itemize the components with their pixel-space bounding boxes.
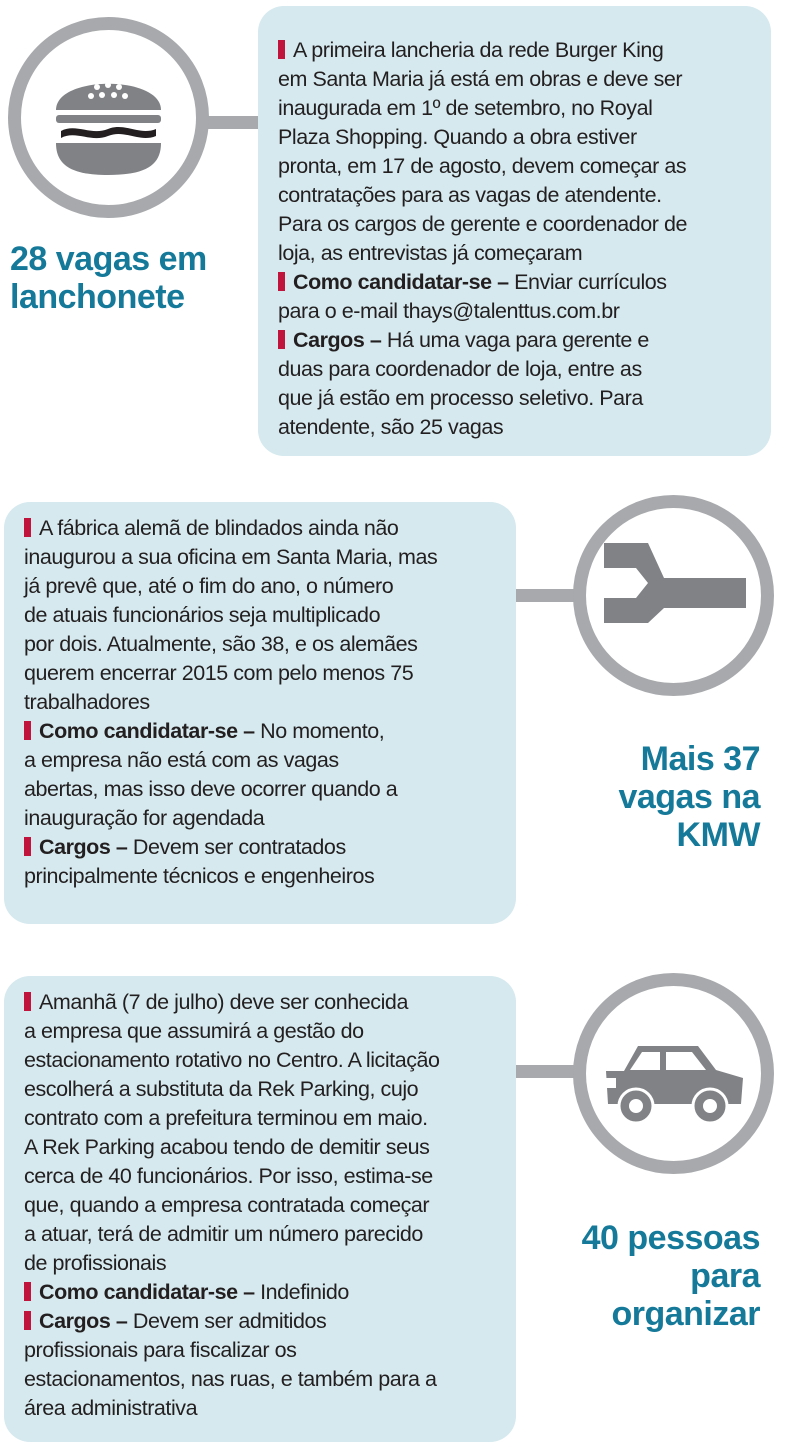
text-line: por dois. Atualmente, são 38, e os alemães <box>24 632 418 656</box>
wrench-badge <box>573 495 774 696</box>
text-line: contrato com a prefeitura terminou em maio. <box>24 1106 428 1130</box>
text-line: para o e-mail thays@talenttus.com.br <box>278 299 620 323</box>
text-line: A fábrica alemã de blindados ainda não <box>39 516 399 540</box>
text-line: contratações para as vagas de atendente. <box>278 183 662 207</box>
wrench-icon <box>586 508 761 683</box>
text-line: estacionamento rotativo no Centro. A licitação <box>24 1048 440 1072</box>
text-line: que já estão em processo seletivo. Para <box>278 386 643 410</box>
text-line: abertas, mas isso deve ocorrer quando a <box>24 777 398 801</box>
text-line: cerca de 40 funcionários. Por isso, estima-se <box>24 1164 433 1188</box>
text-line: No momento, <box>254 719 385 743</box>
text-line: de profissionais <box>24 1251 167 1275</box>
article-box-parking <box>4 976 516 1442</box>
text-line: área administrativa <box>24 1396 198 1420</box>
text-line: duas para coordenador de loja, entre as <box>278 357 642 381</box>
text-line: inauguração for agendada <box>24 806 265 830</box>
text-line: A primeira lancheria da rede Burger King <box>293 38 664 62</box>
text-line: querem encerrar 2015 com pelo menos 75 <box>24 661 414 685</box>
text-line: pronta, em 17 de agosto, devem começar as <box>278 154 687 178</box>
bullet-marker <box>24 721 31 740</box>
car-icon <box>586 986 761 1161</box>
headline-kmw <box>560 740 760 854</box>
how-label: Como candidatar-se – <box>39 1280 255 1304</box>
text-line: profissionais para fiscalizar os <box>24 1338 297 1362</box>
headline-burger <box>10 240 207 316</box>
headline-line: lanchonete <box>10 278 185 316</box>
paragraph-jobs <box>24 1307 502 1423</box>
paragraph-how <box>24 1278 502 1307</box>
text-line: trabalhadores <box>24 690 150 714</box>
text-line: estacionamentos, nas ruas, e também para a <box>24 1367 437 1391</box>
text-line: em Santa Maria já está em obras e deve ser <box>278 67 683 91</box>
headline-line: 28 vagas em <box>10 240 207 278</box>
how-label: Como candidatar-se – <box>39 719 255 743</box>
bullet-marker <box>24 518 31 537</box>
bullet-marker <box>24 1311 31 1330</box>
article-box-burger <box>258 6 771 456</box>
bullet-marker <box>24 992 31 1011</box>
text-line: Plaza Shopping. Quando a obra estiver <box>278 125 637 149</box>
burger-badge <box>8 17 209 218</box>
paragraph-intro <box>278 36 757 268</box>
bullet-marker <box>24 1282 31 1301</box>
text-line: Há uma vaga para gerente e <box>381 328 649 352</box>
text-line: inaugurou a sua oficina em Santa Maria, mas <box>24 545 438 569</box>
text-line: inaugurada em 1º de setembro, no Royal <box>278 96 653 120</box>
text-line: Devem ser admitidos <box>127 1309 327 1333</box>
headline-line: KMW <box>676 816 760 854</box>
text-line: A Rek Parking acabou tendo de demitir seus <box>24 1135 430 1159</box>
paragraph-how <box>24 717 502 833</box>
text-line: de atuais funcionários seja multiplicado <box>24 603 381 627</box>
text-line: Amanhã (7 de julho) deve ser conhecida <box>39 990 408 1014</box>
text-line: escolherá a substituta da Rek Parking, cujo <box>24 1077 419 1101</box>
paragraph-jobs <box>278 326 757 442</box>
text-line: a empresa que assumirá a gestão do <box>24 1019 364 1043</box>
paragraph-intro <box>24 988 502 1278</box>
text-line: que, quando a empresa contratada começar <box>24 1193 430 1217</box>
article-box-kmw <box>4 502 516 924</box>
bullet-marker <box>278 272 285 291</box>
bullet-marker <box>278 40 285 59</box>
text-line: Devem ser contratados <box>127 835 346 859</box>
headline-line: organizar <box>611 1295 760 1333</box>
jobs-label: Cargos – <box>293 328 382 352</box>
headline-line: Mais 37 <box>640 740 760 778</box>
text-line: atendente, são 25 vagas <box>278 415 504 439</box>
how-label: Como candidatar-se – <box>293 270 509 294</box>
text-line: loja, as entrevistas já começaram <box>278 241 583 265</box>
headline-line: vagas na <box>618 778 760 816</box>
car-badge <box>573 973 774 1174</box>
bullet-marker <box>24 837 31 856</box>
burger-icon <box>21 30 196 205</box>
bullet-marker <box>278 330 285 349</box>
text-line: já prevê que, até o fim do ano, o número <box>24 574 394 598</box>
text-line: Para os cargos de gerente e coordenador de <box>278 212 688 236</box>
text-line: Indefinido <box>254 1280 349 1304</box>
jobs-label: Cargos – <box>39 835 128 859</box>
headline-line: para <box>690 1257 760 1295</box>
headline-line: 40 pessoas <box>581 1219 760 1257</box>
paragraph-jobs <box>24 833 502 891</box>
headline-parking <box>540 1219 760 1333</box>
jobs-label: Cargos – <box>39 1309 128 1333</box>
text-line: a empresa não está com as vagas <box>24 748 339 772</box>
text-line: Enviar currículos <box>508 270 667 294</box>
paragraph-intro <box>24 514 502 717</box>
text-line: principalmente técnicos e engenheiros <box>24 864 375 888</box>
text-line: a atuar, terá de admitir um número parecido <box>24 1222 423 1246</box>
paragraph-how <box>278 268 757 326</box>
